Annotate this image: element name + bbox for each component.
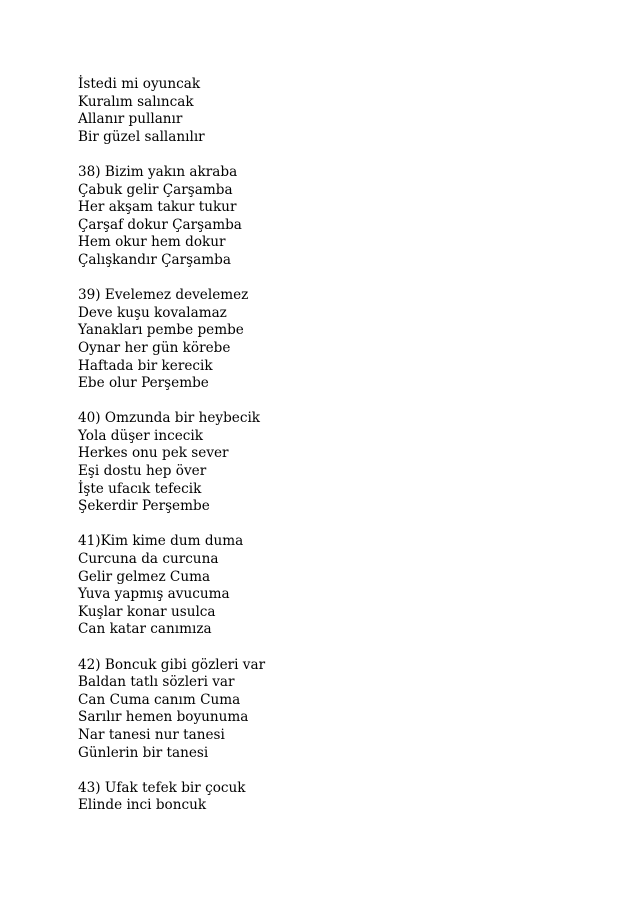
text-line: Allanır pullanır — [78, 111, 183, 128]
text-line: Deve kuşu kovalamaz — [78, 304, 227, 321]
text-line: Çalışkandır Çarşamba — [78, 251, 231, 268]
text-line: 43) Ufak tefek bir çocuk — [78, 779, 246, 796]
text-line: Günlerin bir tanesi — [78, 744, 209, 761]
text-line: Oynar her gün körebe — [78, 339, 231, 356]
text-line: Bir güzel sallanılır — [78, 128, 205, 145]
stanza-42 — [78, 657, 558, 763]
text-line: Curcuna da curcuna — [78, 551, 219, 568]
text-line: 41)Kim kime dum duma — [78, 533, 244, 550]
text-line: Çabuk gelir Çarşamba — [78, 181, 233, 198]
text-line: Gelir gelmez Cuma — [78, 568, 211, 585]
text-line: Can katar canımıza — [78, 621, 212, 638]
stanza-41 — [78, 533, 558, 639]
text-line: İstedi mi oyuncak — [78, 76, 201, 92]
text-line: Yola düşer incecik — [78, 427, 204, 444]
text-line: 40) Omzunda bir heybecik — [78, 410, 261, 427]
text-line: Herkes onu pek sever — [78, 445, 229, 462]
text-line: Çarşaf dokur Çarşamba — [78, 216, 242, 233]
text-line: Haftada bir kerecik — [78, 357, 213, 374]
text-line: Elinde inci boncuk — [78, 797, 207, 814]
text-line: Yanakları pembe pembe — [78, 322, 244, 339]
text-line: Can Cuma canım Cuma — [78, 691, 241, 708]
poem-text — [78, 76, 558, 833]
text-line: 38) Bizim yakın akraba — [78, 163, 238, 180]
stanza-38 — [78, 164, 558, 270]
text-line: Kuralım salıncak — [78, 93, 194, 110]
text-line: 39) Evelemez develemez — [78, 287, 249, 304]
text-line: Ebe olur Perşembe — [78, 375, 209, 392]
text-line: Hem okur hem dokur — [78, 234, 226, 251]
text-line: Her akşam takur tukur — [78, 199, 237, 216]
text-line: Şekerdir Perşembe — [78, 498, 210, 515]
stanza-43 — [78, 780, 558, 815]
text-line: Nar tanesi nur tanesi — [78, 726, 225, 743]
stanza-39 — [78, 287, 558, 393]
text-line: Yuva yapmış avucuma — [78, 586, 230, 603]
text-line: Sarılır hemen boyunuma — [78, 709, 249, 726]
text-line: Baldan tatlı sözleri var — [78, 674, 235, 691]
stanza-40 — [78, 410, 558, 516]
text-line: 42) Boncuk gibi gözleri var — [78, 656, 266, 673]
text-line: İşte ufacık tefecik — [78, 480, 202, 497]
stanza-continuation — [78, 76, 558, 146]
text-line: Eşi dostu hep över — [78, 463, 207, 480]
text-line: Kuşlar konar usulca — [78, 603, 216, 620]
